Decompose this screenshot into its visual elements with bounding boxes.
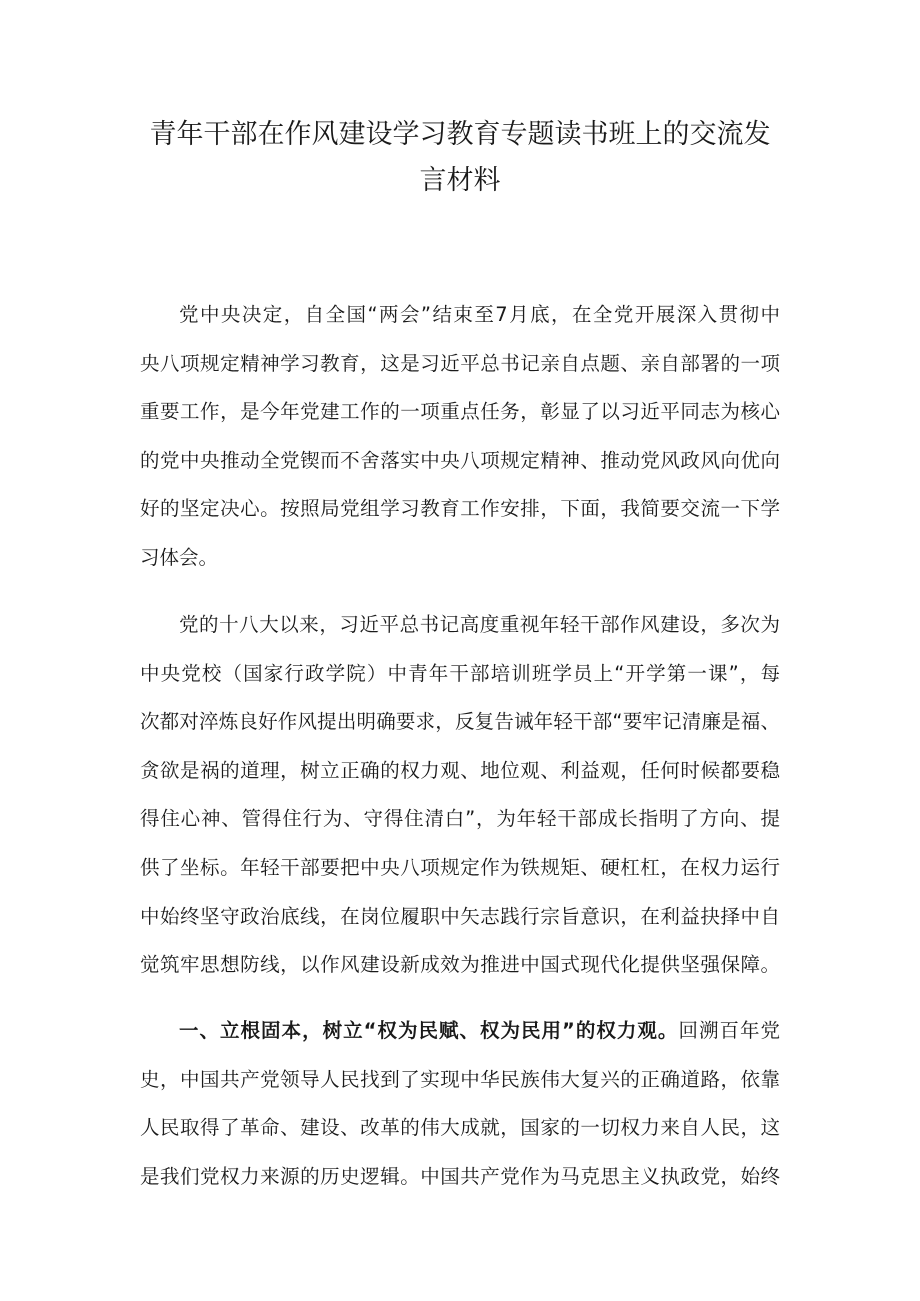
paragraph-line: 人民取得了革命、建设、改革的伟大成就，国家的一切权力来自人民，这 (140, 1116, 780, 1140)
paragraph-line: 是我们党权力来源的历史逻辑。中国共产党作为马克思主义执政党，始终 (140, 1164, 780, 1188)
paragraph-line: 供了坐标。年轻干部要把中央八项规定作为铁规矩、硬杠杠，在权力运行 (140, 855, 780, 879)
paragraph-line: 觉筑牢思想防线，以作风建设新成效为推进中国式现代化提供坚强保障。 (140, 953, 780, 977)
paragraph-line: 习体会。 (140, 545, 219, 569)
paragraph-line: 党的十八大以来，习近平总书记高度重视年轻干部作风建设，多次为 (179, 613, 780, 636)
paragraph-line: 好的坚定决心。按照局党组学习教育工作安排，下面，我简要交流一下学 (140, 497, 780, 521)
paragraph-intro (140, 291, 780, 583)
paragraph-background (140, 601, 780, 990)
section-heading: 一、立根固本，树立“权为民赋、权为民用”的权力观。 (179, 1019, 679, 1042)
paragraph-line: 重要工作，是今年党建工作的一项重点任务，彰显了以习近平同志为核心 (140, 400, 780, 424)
paragraph-section-one (140, 1007, 780, 1201)
section-heading-line (140, 1007, 780, 1056)
paragraph-line: 的党中央推动全党锲而不舍落实中央八项规定精神、推动党风政风向优向 (140, 448, 780, 472)
title-line: 言材料 (419, 165, 501, 196)
paragraph-line: 次都对淬炼良好作风提出明确要求，反复告诫年轻干部“要牢记清廉是福、 (140, 710, 780, 734)
paragraph-line: 中始终坚守政治底线，在岗位履职中矢志践行宗旨意识，在利益抉择中自 (140, 904, 780, 928)
heading-line-continuation: 回溯百年党 (678, 1019, 780, 1042)
document-title (140, 112, 780, 204)
paragraph-line: 得住心神、管得住行为、守得住清白”，为年轻干部成长指明了方向、提 (140, 807, 780, 831)
paragraph-line: 中央党校（国家行政学院）中青年干部培训班学员上“开学第一课”，每 (140, 661, 780, 685)
paragraph-line: 党中央决定，自全国“两会”结束至7月底，在全党开展深入贯彻中 (179, 303, 780, 326)
paragraph-line: 央八项规定精神学习教育，这是习近平总书记亲自点题、亲自部署的一项 (140, 351, 780, 375)
title-line: 青年干部在作风建设学习教育专题读书班上的交流发 (149, 119, 771, 150)
paragraph-line: 史，中国共产党领导人民找到了实现中华民族伟大复兴的正确道路，依靠 (140, 1067, 780, 1091)
paragraph-line: 贪欲是祸的道理，树立正确的权力观、地位观、利益观，任何时候都要稳 (140, 758, 780, 782)
